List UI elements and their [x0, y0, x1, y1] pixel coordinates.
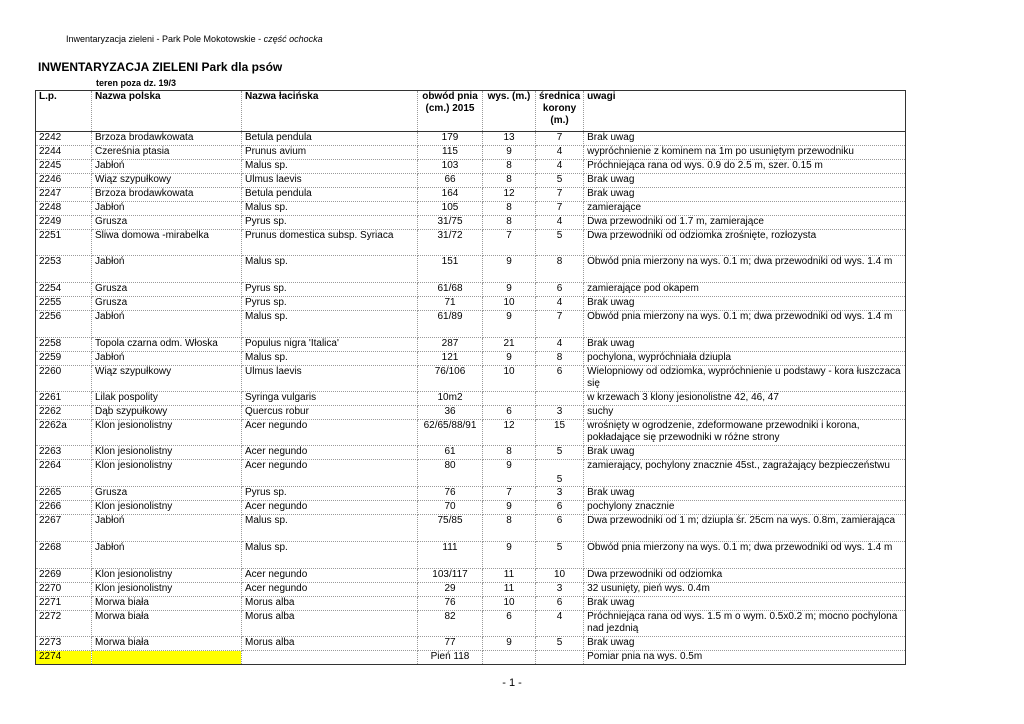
cell-height: 12 [483, 420, 536, 446]
cell-latin-name: Prunus domestica subsp. Syriaca [242, 230, 418, 256]
cell-polish-name: Klon jesionolistny [92, 501, 242, 515]
cell-notes: Dwa przewodniki od 1 m; dziupla śr. 25cm na wys. 0.8m, zamierająca [584, 515, 906, 542]
cell-crown-diameter: 15 [536, 420, 584, 446]
cell-crown-diameter: 4 [536, 338, 584, 352]
cell-latin-name: Acer negundo [242, 583, 418, 597]
cell-height: 9 [483, 311, 536, 338]
cell-notes: Brak uwag [584, 597, 906, 611]
cell-polish-name: Jabłoń [92, 542, 242, 569]
document-header [66, 34, 323, 44]
cell-height: 9 [483, 501, 536, 515]
cell-polish-name: Jabłoń [92, 202, 242, 216]
cell-latin-name: Pyrus sp. [242, 487, 418, 501]
cell-circumference: 75/85 [418, 515, 483, 542]
cell-latin-name [242, 651, 418, 665]
cell-latin-name: Morus alba [242, 637, 418, 651]
cell-height: 8 [483, 216, 536, 230]
cell-polish-name: Morwa biała [92, 611, 242, 637]
table-row [36, 283, 906, 297]
cell-crown-diameter: 7 [536, 132, 584, 146]
cell-notes: Obwód pnia mierzony na wys. 0.1 m; dwa przewodniki od wys. 1.4 m [584, 542, 906, 569]
table-row [36, 611, 906, 637]
cell-notes: Brak uwag [584, 297, 906, 311]
cell-crown-diameter: 6 [536, 366, 584, 392]
cell-lp: 2269 [36, 569, 92, 583]
cell-latin-name: Acer negundo [242, 420, 418, 446]
table-row [36, 256, 906, 283]
table-row [36, 146, 906, 160]
cell-latin-name: Prunus avium [242, 146, 418, 160]
cell-circumference: 76 [418, 487, 483, 501]
cell-lp: 2255 [36, 297, 92, 311]
cell-polish-name: Brzoza brodawkowata [92, 132, 242, 146]
cell-latin-name: Populus nigra 'Italica' [242, 338, 418, 352]
cell-latin-name: Betula pendula [242, 188, 418, 202]
table-header-row [36, 91, 906, 132]
cell-lp: 2272 [36, 611, 92, 637]
cell-latin-name: Malus sp. [242, 311, 418, 338]
cell-crown-diameter: 8 [536, 256, 584, 283]
cell-lp: 2261 [36, 392, 92, 406]
cell-notes: zamierający, pochylony znacznie 45st., zagrażający bezpieczeństwu [584, 460, 906, 487]
cell-polish-name: Wiąz szypułkowy [92, 174, 242, 188]
cell-lp: 2270 [36, 583, 92, 597]
cell-latin-name: Acer negundo [242, 460, 418, 487]
table-row [36, 420, 906, 446]
cell-circumference: 111 [418, 542, 483, 569]
cell-notes: pochylona, wypróchniała dziupla [584, 352, 906, 366]
cell-lp: 2262a [36, 420, 92, 446]
table-row [36, 174, 906, 188]
cell-lp: 2253 [36, 256, 92, 283]
cell-latin-name: Malus sp. [242, 256, 418, 283]
cell-height: 11 [483, 569, 536, 583]
table-row [36, 651, 906, 665]
cell-latin-name: Malus sp. [242, 352, 418, 366]
cell-height: 21 [483, 338, 536, 352]
table-row [36, 297, 906, 311]
cell-latin-name: Morus alba [242, 611, 418, 637]
cell-polish-name: Morwa biała [92, 597, 242, 611]
cell-circumference: 62/65/88/91 [418, 420, 483, 446]
cell-crown-diameter: 3 [536, 406, 584, 420]
cell-notes: Próchniejąca rana od wys. 1.5 m o wym. 0.5x0.2 m; mocno pochylona nad jezdnią [584, 611, 906, 637]
cell-notes: Dwa przewodniki od odziomka [584, 569, 906, 583]
cell-polish-name: Morwa biała [92, 637, 242, 651]
table-row [36, 188, 906, 202]
cell-crown-diameter: 5 [536, 446, 584, 460]
cell-polish-name: Czereśnia ptasia [92, 146, 242, 160]
cell-crown-diameter: 6 [536, 597, 584, 611]
cell-latin-name: Malus sp. [242, 160, 418, 174]
table-row [36, 132, 906, 146]
cell-latin-name: Acer negundo [242, 569, 418, 583]
cell-height: 9 [483, 283, 536, 297]
cell-lp: 2254 [36, 283, 92, 297]
cell-crown-diameter: 4 [536, 146, 584, 160]
cell-crown-diameter: 6 [536, 283, 584, 297]
cell-crown-diameter: 3 [536, 583, 584, 597]
table-row [36, 637, 906, 651]
cell-lp: 2264 [36, 460, 92, 487]
table-row [36, 569, 906, 583]
col-height-header: wys. (m.) [483, 91, 536, 132]
col-notes-header: uwagi [584, 91, 906, 132]
cell-circumference: 61/89 [418, 311, 483, 338]
cell-height: 9 [483, 146, 536, 160]
cell-polish-name [92, 651, 242, 665]
cell-latin-name: Ulmus laevis [242, 174, 418, 188]
cell-circumference: 66 [418, 174, 483, 188]
cell-circumference: 36 [418, 406, 483, 420]
cell-polish-name: Grusza [92, 487, 242, 501]
cell-notes: Brak uwag [584, 174, 906, 188]
cell-lp: 2258 [36, 338, 92, 352]
cell-height: 8 [483, 202, 536, 216]
cell-latin-name: Quercus robur [242, 406, 418, 420]
col-latin-name-header: Nazwa łacińska [242, 91, 418, 132]
cell-lp: 2273 [36, 637, 92, 651]
cell-notes: Dwa przewodniki od odziomka zrośnięte, rozłozysta [584, 230, 906, 256]
cell-height: 7 [483, 230, 536, 256]
cell-circumference: 29 [418, 583, 483, 597]
cell-latin-name: Pyrus sp. [242, 216, 418, 230]
cell-notes: Obwód pnia mierzony na wys. 0.1 m; dwa przewodniki od wys. 1.4 m [584, 256, 906, 283]
table-row [36, 338, 906, 352]
table-row [36, 392, 906, 406]
cell-polish-name: Jabłoń [92, 160, 242, 174]
cell-polish-name: Klon jesionolistny [92, 446, 242, 460]
table-row [36, 446, 906, 460]
cell-circumference: 77 [418, 637, 483, 651]
cell-crown-diameter: 4 [536, 297, 584, 311]
cell-height: 10 [483, 366, 536, 392]
cell-lp: 2259 [36, 352, 92, 366]
cell-crown-diameter: 4 [536, 160, 584, 174]
table-row [36, 352, 906, 366]
cell-circumference: 82 [418, 611, 483, 637]
cell-polish-name: Śliwa domowa -mirabelka [92, 230, 242, 256]
cell-notes: Brak uwag [584, 188, 906, 202]
cell-height: 8 [483, 160, 536, 174]
cell-lp: 2271 [36, 597, 92, 611]
cell-circumference: 70 [418, 501, 483, 515]
cell-height: 10 [483, 597, 536, 611]
cell-height: 11 [483, 583, 536, 597]
table-row [36, 583, 906, 597]
cell-height: 10 [483, 297, 536, 311]
cell-lp: 2246 [36, 174, 92, 188]
cell-polish-name: Grusza [92, 283, 242, 297]
cell-latin-name: Morus alba [242, 597, 418, 611]
cell-notes: Brak uwag [584, 338, 906, 352]
cell-notes: pochylony znacznie [584, 501, 906, 515]
cell-circumference: 10m2 [418, 392, 483, 406]
cell-circumference: 179 [418, 132, 483, 146]
cell-circumference: 103 [418, 160, 483, 174]
cell-notes: Brak uwag [584, 132, 906, 146]
cell-crown-diameter: 4 [536, 611, 584, 637]
cell-polish-name: Jabłoń [92, 352, 242, 366]
cell-crown-diameter: 6 [536, 501, 584, 515]
cell-crown-diameter: 5 [536, 460, 584, 487]
cell-crown-diameter: 5 [536, 637, 584, 651]
cell-notes: wrośnięty w ogrodzenie, zdeformowane przewodniki i korona, pokładające się przewodniki w różne strony [584, 420, 906, 446]
cell-lp: 2249 [36, 216, 92, 230]
cell-circumference: 103/117 [418, 569, 483, 583]
cell-height: 7 [483, 487, 536, 501]
cell-polish-name: Lilak pospolity [92, 392, 242, 406]
cell-polish-name: Topola czarna odm. Włoska [92, 338, 242, 352]
inventory-table [35, 90, 906, 665]
cell-crown-diameter: 5 [536, 174, 584, 188]
cell-circumference: 115 [418, 146, 483, 160]
cell-polish-name: Wiąz szypułkowy [92, 366, 242, 392]
cell-height: 13 [483, 132, 536, 146]
cell-circumference: 76 [418, 597, 483, 611]
cell-crown-diameter: 6 [536, 515, 584, 542]
cell-height [483, 651, 536, 665]
cell-lp: 2266 [36, 501, 92, 515]
cell-latin-name: Ulmus laevis [242, 366, 418, 392]
table-row [36, 311, 906, 338]
page-number: - 1 - [502, 677, 522, 689]
cell-latin-name: Pyrus sp. [242, 283, 418, 297]
cell-height: 9 [483, 256, 536, 283]
cell-latin-name: Malus sp. [242, 202, 418, 216]
cell-polish-name: Klon jesionolistny [92, 583, 242, 597]
table-row [36, 366, 906, 392]
cell-lp: 2268 [36, 542, 92, 569]
cell-circumference: 76/106 [418, 366, 483, 392]
cell-notes: Pomiar pnia na wys. 0.5m [584, 651, 906, 665]
cell-circumference: 61/68 [418, 283, 483, 297]
cell-circumference: 31/75 [418, 216, 483, 230]
cell-polish-name: Dąb szypułkowy [92, 406, 242, 420]
cell-circumference: 164 [418, 188, 483, 202]
cell-latin-name: Acer negundo [242, 501, 418, 515]
cell-circumference: 31/72 [418, 230, 483, 256]
cell-lp: 2265 [36, 487, 92, 501]
cell-polish-name: Jabłoń [92, 256, 242, 283]
cell-latin-name: Malus sp. [242, 515, 418, 542]
cell-circumference: 287 [418, 338, 483, 352]
cell-lp: 2262 [36, 406, 92, 420]
cell-latin-name: Acer negundo [242, 446, 418, 460]
cell-notes: 32 usunięty, pień wys. 0.4m [584, 583, 906, 597]
cell-notes: w krzewach 3 klony jesionolistne 42, 46, 47 [584, 392, 906, 406]
table-row [36, 542, 906, 569]
table-row [36, 160, 906, 174]
cell-latin-name: Syringa vulgaris [242, 392, 418, 406]
header-suffix: część ochocka [263, 34, 323, 44]
col-circumference-header: obwód pnia (cm.) 2015 [418, 91, 483, 132]
table-row [36, 406, 906, 420]
table-row [36, 230, 906, 256]
cell-circumference: 105 [418, 202, 483, 216]
cell-lp: 2251 [36, 230, 92, 256]
table-row [36, 202, 906, 216]
cell-notes: Wielopniowy od odziomka, wypróchnienie u podstawy - kora łuszczaca się [584, 366, 906, 392]
cell-circumference: 71 [418, 297, 483, 311]
cell-latin-name: Malus sp. [242, 542, 418, 569]
cell-height: 6 [483, 406, 536, 420]
cell-notes: Obwód pnia mierzony na wys. 0.1 m; dwa przewodniki od wys. 1.4 m [584, 311, 906, 338]
cell-crown-diameter: 4 [536, 216, 584, 230]
cell-notes: zamierające [584, 202, 906, 216]
cell-lp: 2267 [36, 515, 92, 542]
table-row [36, 501, 906, 515]
cell-polish-name: Grusza [92, 216, 242, 230]
cell-lp: 2248 [36, 202, 92, 216]
cell-lp: 2256 [36, 311, 92, 338]
cell-notes: zamierające pod okapem [584, 283, 906, 297]
cell-crown-diameter [536, 651, 584, 665]
cell-crown-diameter: 8 [536, 352, 584, 366]
cell-lp: 2245 [36, 160, 92, 174]
table-row [36, 460, 906, 487]
cell-lp: 2260 [36, 366, 92, 392]
cell-notes: Próchniejąca rana od wys. 0.9 do 2.5 m, szer. 0.15 m [584, 160, 906, 174]
cell-crown-diameter: 7 [536, 188, 584, 202]
header-prefix: Inwentaryzacja zieleni - Park Pole Mokotowskie - [66, 34, 264, 44]
cell-circumference: 61 [418, 446, 483, 460]
cell-lp: 2247 [36, 188, 92, 202]
cell-notes: wypróchnienie z kominem na 1m po usuniętym przewodniku [584, 146, 906, 160]
table-row [36, 487, 906, 501]
cell-notes: suchy [584, 406, 906, 420]
cell-polish-name: Brzoza brodawkowata [92, 188, 242, 202]
table-row [36, 515, 906, 542]
inventory-table-body [36, 132, 906, 665]
cell-polish-name: Klon jesionolistny [92, 420, 242, 446]
col-lp-header: L.p. [36, 91, 92, 132]
cell-polish-name: Jabłoń [92, 515, 242, 542]
cell-crown-diameter [536, 392, 584, 406]
cell-notes: Dwa przewodniki od 1.7 m, zamierające [584, 216, 906, 230]
cell-notes: Brak uwag [584, 637, 906, 651]
cell-latin-name: Pyrus sp. [242, 297, 418, 311]
cell-crown-diameter: 7 [536, 311, 584, 338]
col-crown-diameter-header: średnica korony (m.) [536, 91, 584, 132]
cell-height: 12 [483, 188, 536, 202]
cell-polish-name: Klon jesionolistny [92, 460, 242, 487]
cell-lp: 2242 [36, 132, 92, 146]
cell-height: 8 [483, 174, 536, 188]
cell-crown-diameter: 3 [536, 487, 584, 501]
cell-circumference: 80 [418, 460, 483, 487]
cell-latin-name: Betula pendula [242, 132, 418, 146]
cell-polish-name: Grusza [92, 297, 242, 311]
cell-circumference: 121 [418, 352, 483, 366]
cell-height [483, 392, 536, 406]
table-row [36, 216, 906, 230]
cell-lp: 2244 [36, 146, 92, 160]
cell-height: 6 [483, 611, 536, 637]
cell-circumference: 151 [418, 256, 483, 283]
cell-crown-diameter: 7 [536, 202, 584, 216]
cell-polish-name: Jabłoń [92, 311, 242, 338]
cell-height: 9 [483, 542, 536, 569]
cell-notes: Brak uwag [584, 487, 906, 501]
cell-crown-diameter: 5 [536, 230, 584, 256]
cell-crown-diameter: 5 [536, 542, 584, 569]
cell-lp: 2263 [36, 446, 92, 460]
cell-height: 9 [483, 352, 536, 366]
cell-notes: Brak uwag [584, 446, 906, 460]
cell-height: 8 [483, 446, 536, 460]
document-subtitle: teren poza dz. 19/3 [96, 78, 177, 88]
cell-lp: 2274 [36, 651, 92, 665]
document-title: INWENTARYZACJA ZIELENI Park dla psów [38, 60, 283, 74]
col-polish-name-header: Nazwa polska [92, 91, 242, 132]
cell-crown-diameter: 10 [536, 569, 584, 583]
cell-height: 9 [483, 460, 536, 487]
cell-polish-name: Klon jesionolistny [92, 569, 242, 583]
cell-circumference: Pień 118 [418, 651, 483, 665]
cell-height: 8 [483, 515, 536, 542]
cell-height: 9 [483, 637, 536, 651]
table-row [36, 597, 906, 611]
